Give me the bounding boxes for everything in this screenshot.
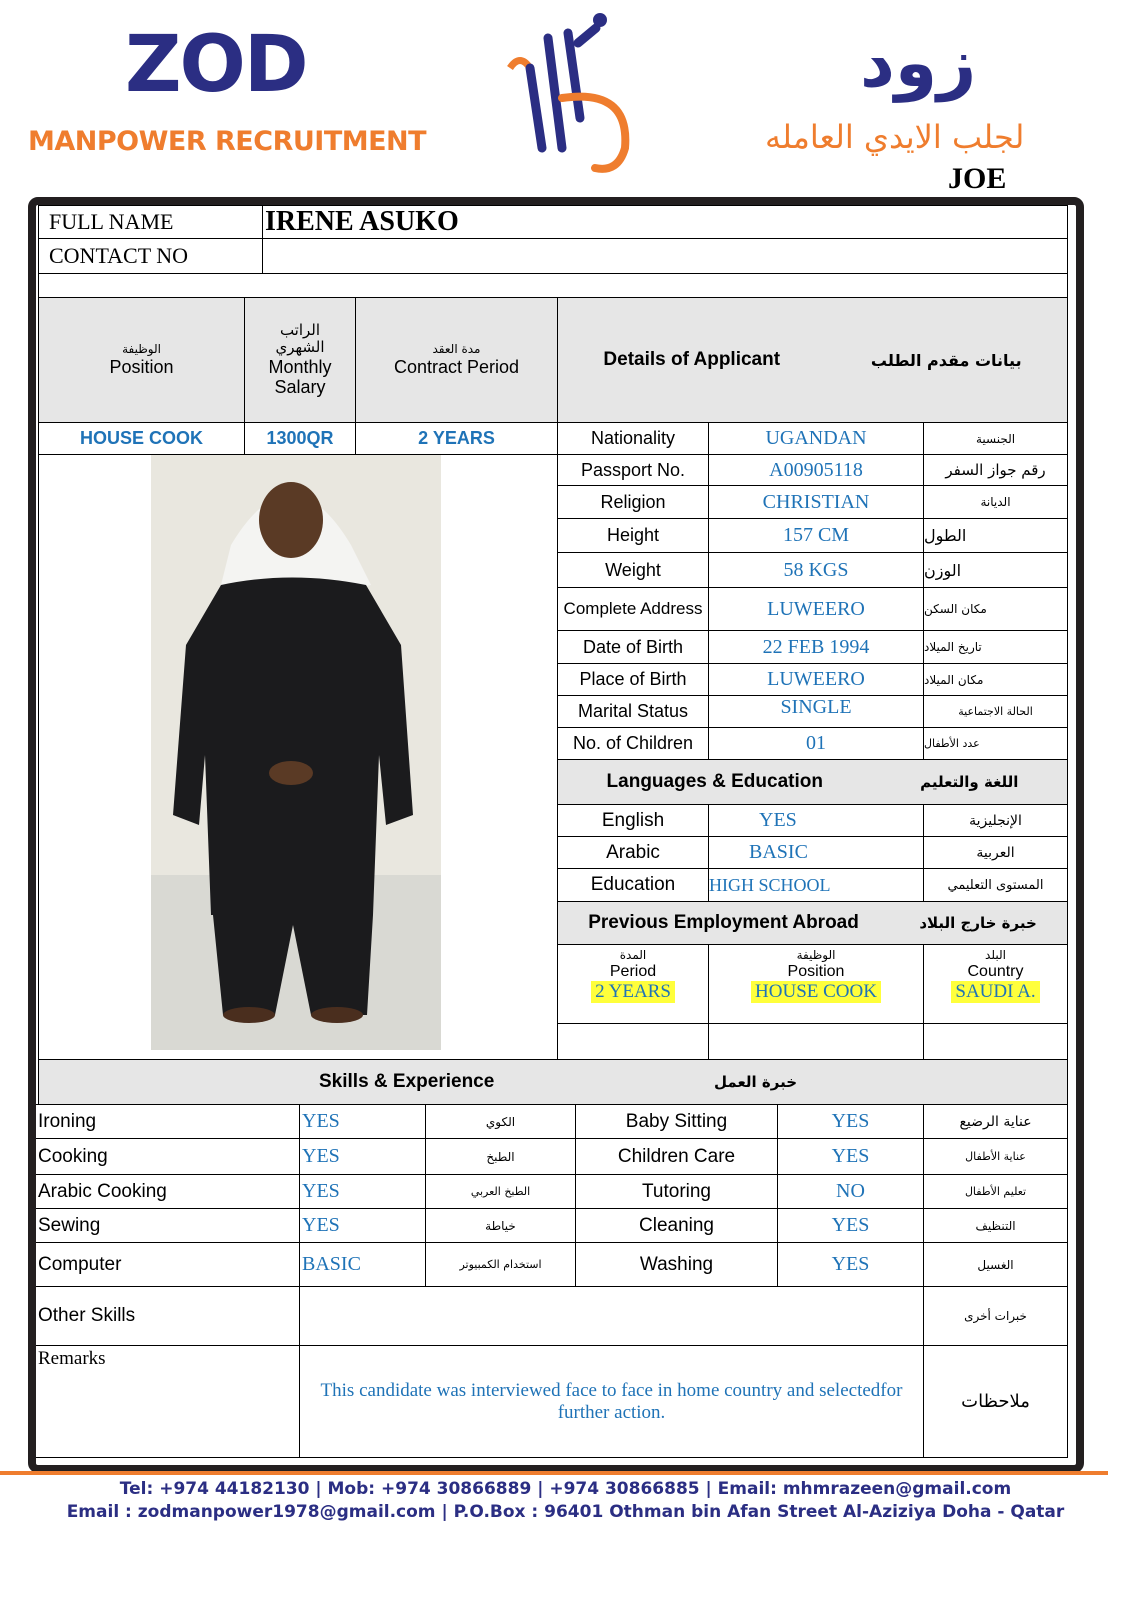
employment-position-cell <box>708 944 924 1024</box>
spacer-row <box>38 273 1068 298</box>
detail-value-dob: 22 FEB 1994 <box>708 630 924 664</box>
detail-ar-passport: رقم جواز السفر <box>923 454 1068 486</box>
contract-header-ar: مدة العقد <box>432 341 481 356</box>
detail-label-pob: Place of Birth <box>557 663 709 696</box>
full-name-label: FULL NAME <box>38 205 263 239</box>
skill-label-babysitting: Baby Sitting <box>575 1104 778 1139</box>
remarks-text: This candidate was interviewed face to face in home country and selectedfor further action. <box>299 1345 924 1458</box>
brand-arabic-text: زود <box>860 24 977 103</box>
remarks-ar: ملاحظات <box>923 1345 1068 1458</box>
lang-value-english: YES <box>708 804 924 837</box>
salary-header-ar-2: الشهري <box>275 338 325 357</box>
detail-label-nationality: Nationality <box>557 422 709 455</box>
employment-position-value: HOUSE COOK <box>751 981 881 1003</box>
skill-value-arabiccooking: YES <box>299 1174 426 1209</box>
lang-label-education: Education <box>557 868 709 902</box>
employment-empty-1 <box>557 1023 709 1060</box>
detail-ar-nationality: الجنسية <box>923 422 1068 455</box>
skill-value-sewing: YES <box>299 1208 426 1243</box>
footer-contact-line: Tel: +974 44182130 | Mob: +974 30866889 | +974 30866885 | Email: mhmrazeen@gmail.com <box>119 1479 1012 1499</box>
brand-arabic-subtitle: لجلب الايدي العامله <box>765 118 1025 156</box>
detail-label-dob: Date of Birth <box>557 630 709 664</box>
detail-value-address: LUWEERO <box>708 587 924 631</box>
skill-value-ironing: YES <box>299 1104 426 1139</box>
employment-title-ar: خبرة خارج البلاد <box>919 914 1037 932</box>
footer-divider <box>0 1471 1108 1475</box>
skills-title-ar: خبرة العمل <box>714 1073 798 1091</box>
details-title: Details of Applicant <box>603 349 781 370</box>
languages-header <box>557 759 1068 805</box>
position-header <box>38 297 245 423</box>
detail-value-weight: 58 KGS <box>708 552 924 588</box>
detail-ar-height: الطول <box>923 518 1068 553</box>
skill-ar-computer: استخدام الكمبيوتر <box>425 1242 576 1287</box>
skill-label-sewing: Sewing <box>36 1208 300 1243</box>
brand-logo-text: ZOD <box>125 20 307 110</box>
skill-label-childrencare: Children Care <box>575 1138 778 1175</box>
lang-ar-english: الإنجليزية <box>923 804 1068 837</box>
skill-value-babysitting: YES <box>777 1104 924 1139</box>
contract-header-en: Contract Period <box>393 356 520 377</box>
employment-country-cell <box>923 944 1068 1024</box>
skill-ar-ironing: الكوي <box>425 1104 576 1139</box>
position-header-en: Position <box>109 356 174 377</box>
contact-value <box>262 238 1068 274</box>
other-skills-label: Other Skills <box>36 1286 300 1346</box>
skill-ar-babysitting: عناية الرضيع <box>923 1104 1068 1139</box>
detail-ar-weight: الوزن <box>923 552 1068 588</box>
languages-title-ar: اللغة والتعليم <box>920 773 1019 791</box>
detail-ar-address: مكان السكن <box>923 587 1068 631</box>
skill-value-washing: YES <box>777 1242 924 1287</box>
languages-title: Languages & Education <box>606 771 823 792</box>
detail-value-religion: CHRISTIAN <box>708 485 924 519</box>
skill-ar-tutoring: تعليم الأطفال <box>923 1174 1068 1209</box>
detail-ar-marital: الحالة الاجتماعية <box>923 695 1068 728</box>
lang-ar-education: المستوى التعليمي <box>923 868 1068 902</box>
salary-header-en-2: Salary <box>274 377 326 398</box>
employment-empty-3 <box>923 1023 1068 1060</box>
skill-ar-sewing: خياطة <box>425 1208 576 1243</box>
remarks-label: Remarks <box>36 1345 300 1458</box>
lang-ar-arabic: العربية <box>923 836 1068 869</box>
skill-ar-washing: الغسيل <box>923 1242 1068 1287</box>
detail-value-passport: A00905118 <box>708 454 924 486</box>
skill-label-arabiccooking: Arabic Cooking <box>36 1174 300 1209</box>
salary-header-ar-1: الراتب <box>279 321 321 340</box>
salary-header-en-1: Monthly <box>268 356 332 377</box>
lang-label-english: English <box>557 804 709 837</box>
salary-header <box>244 297 356 423</box>
detail-ar-children: عدد الأطفال <box>923 727 1068 760</box>
detail-label-religion: Religion <box>557 485 709 519</box>
employment-position-label: Position <box>787 962 845 980</box>
other-skills-value <box>299 1286 924 1346</box>
employment-period-label: Period <box>609 962 657 980</box>
skill-value-computer: BASIC <box>299 1242 426 1287</box>
detail-value-pob: LUWEERO <box>708 663 924 696</box>
skill-label-washing: Washing <box>575 1242 778 1287</box>
skill-ar-childrencare: عناية الأطفال <box>923 1138 1068 1175</box>
employment-period-value: 2 YEARS <box>591 981 675 1003</box>
skill-value-cleaning: YES <box>777 1208 924 1243</box>
lang-value-arabic: BASIC <box>708 836 924 869</box>
employment-country-value: SAUDI A. <box>951 981 1039 1003</box>
skill-label-cleaning: Cleaning <box>575 1208 778 1243</box>
contract-value: 2 YEARS <box>355 422 558 455</box>
detail-ar-religion: الديانة <box>923 485 1068 519</box>
applicant-photo <box>151 455 441 1050</box>
footer-address-line: Email : zodmanpower1978@gmail.com | P.O.Box : 96401 Othman bin Afan Street Al-Aziziya Doha - Qatar <box>66 1502 1065 1522</box>
detail-label-children: No. of Children <box>557 727 709 760</box>
detail-label-passport: Passport No. <box>557 454 709 486</box>
detail-label-height: Height <box>557 518 709 553</box>
skill-ar-cleaning: التنظيف <box>923 1208 1068 1243</box>
employment-header <box>557 901 1068 945</box>
skill-label-cooking: Cooking <box>36 1138 300 1175</box>
lang-value-education: HIGH SCHOOL <box>708 868 924 902</box>
details-title-ar: بيانات مقدم الطلب <box>870 350 1022 370</box>
detail-value-marital: SINGLE <box>708 695 924 728</box>
contact-label: CONTACT NO <box>38 238 263 274</box>
employment-country-ar: البلد <box>985 948 1006 962</box>
skill-ar-cooking: الطبخ <box>425 1138 576 1175</box>
detail-label-marital: Marital Status <box>557 695 709 728</box>
position-header-ar: الوظيفة <box>122 341 161 356</box>
detail-value-height: 157 CM <box>708 518 924 553</box>
employment-position-ar: الوظيفة <box>796 948 836 962</box>
contract-header <box>355 297 558 423</box>
salary-value: 1300QR <box>244 422 356 455</box>
employment-period-cell <box>557 944 709 1024</box>
employment-period-ar: المدة <box>619 948 647 962</box>
other-skills-ar: خبرات أخرى <box>923 1286 1068 1346</box>
skill-value-childrencare: YES <box>777 1138 924 1175</box>
skill-label-ironing: Ironing <box>36 1104 300 1139</box>
full-name-value: IRENE ASUKO <box>262 205 1068 239</box>
skill-ar-arabiccooking: الطبخ العربي <box>425 1174 576 1209</box>
detail-value-nationality: UGANDAN <box>708 422 924 455</box>
skill-label-tutoring: Tutoring <box>575 1174 778 1209</box>
detail-ar-pob: مكان الميلاد <box>923 663 1068 696</box>
company-logo-icon <box>500 8 640 178</box>
skills-title: Skills & Experience <box>319 1071 495 1092</box>
skill-value-cooking: YES <box>299 1138 426 1175</box>
brand-subtitle: MANPOWER RECRUITMENT <box>28 126 427 157</box>
detail-label-address: Complete Address <box>557 587 709 631</box>
position-value: HOUSE COOK <box>38 422 245 455</box>
agent-code: JOE <box>948 162 1007 195</box>
detail-ar-dob: تاريخ الميلاد <box>923 630 1068 664</box>
skill-label-computer: Computer <box>36 1242 300 1287</box>
employment-empty-2 <box>708 1023 924 1060</box>
employment-country-label: Country <box>967 962 1024 980</box>
employment-title: Previous Employment Abroad <box>588 912 859 933</box>
skill-value-tutoring: NO <box>777 1174 924 1209</box>
skills-header <box>38 1059 1068 1105</box>
details-header <box>557 297 1068 423</box>
detail-label-weight: Weight <box>557 552 709 588</box>
lang-label-arabic: Arabic <box>557 836 709 869</box>
detail-value-children: 01 <box>708 727 924 760</box>
